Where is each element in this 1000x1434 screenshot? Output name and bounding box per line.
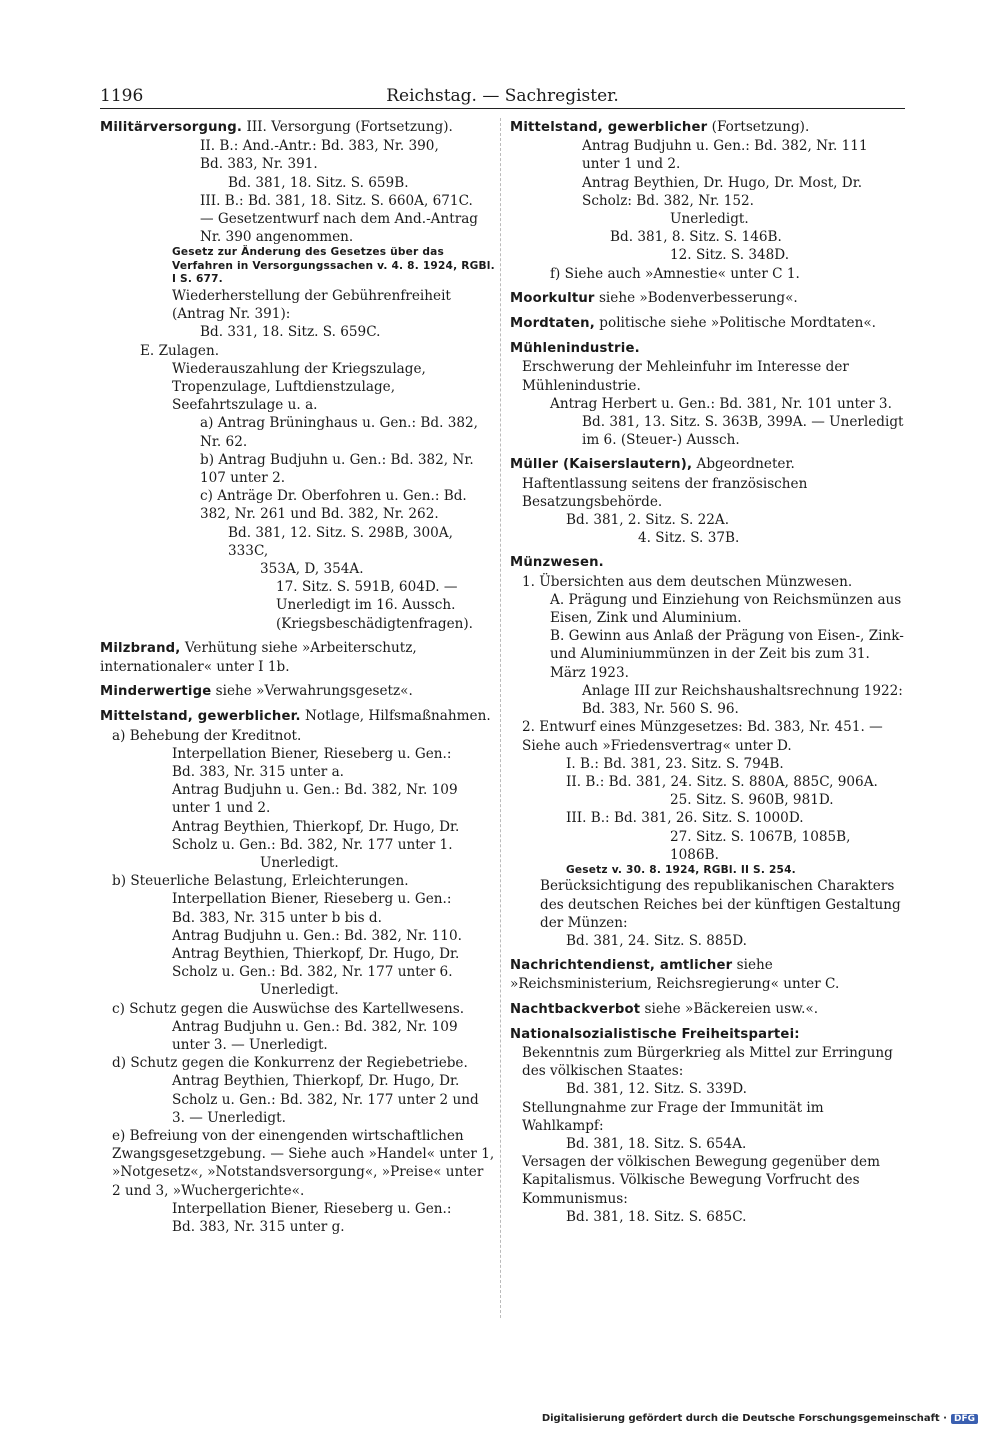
index-line: Unerledigt.	[670, 211, 749, 228]
index-line: 27. Sitz. S. 1067B, 1085B,	[670, 828, 851, 845]
entry-headword: Mittelstand, gewerblicher	[510, 120, 708, 135]
entry-text: Verhütung siehe »Arbeiterschutz, internationaler« unter I 1b.	[100, 639, 417, 675]
index-line: Antrag Budjuhn u. Gen.: Bd. 382, Nr. 109 unter 3. — Unerledigt.	[172, 1018, 458, 1054]
index-line: Interpellation Biener, Rieseberg u. Gen.:	[172, 745, 452, 762]
index-line: II. B.: Bd. 381, 24. Sitz. S. 880A, 885C, 906A.	[566, 773, 878, 790]
index-line: Unerledigt.	[260, 855, 339, 872]
index-line: III. B.: Bd. 381, 26. Sitz. S. 1000D.	[566, 810, 804, 827]
right-column	[510, 118, 905, 1226]
index-line: Interpellation Biener, Rieseberg u. Gen.:	[172, 1200, 452, 1217]
entry-headword: Mordtaten,	[510, 316, 595, 332]
index-line	[510, 553, 905, 572]
law-reference: Gesetz zur Änderung des Gesetzes über das Verfahren in Versorgungssachen v. 4. 8. 1924, RGBl. I S. 677.	[172, 246, 495, 286]
index-line: 25. Sitz. S. 960B, 981D.	[670, 792, 834, 809]
index-line	[510, 118, 905, 137]
entry-headword: Milzbrand,	[100, 640, 181, 656]
index-line: Haftentlassung seitens der französischen Besatzungsbehörde.	[522, 475, 808, 510]
entry-text: (Fortsetzung).	[707, 119, 810, 135]
left-column	[100, 118, 495, 1236]
index-line: b) Antrag Budjuhn u. Gen.: Bd. 382, Nr. 107 unter 2.	[200, 451, 474, 486]
dfg-logo: DFG	[951, 1414, 978, 1424]
index-line: Antrag Budjuhn u. Gen.: Bd. 382, Nr. 111 unter 1 und 2.	[582, 138, 868, 173]
index-line	[510, 455, 905, 474]
index-line: Unerledigt im 16. Aussch.	[276, 597, 456, 614]
entry-headword: Nachtbackverbot	[510, 1001, 641, 1017]
index-line: Versagen der völkischen Bewegung gegenüber dem Kapitalismus. Völkische Bewegung Vorfrucht des Kommunismus:	[522, 1154, 880, 1207]
entry-text: siehe »Bodenverbesserung«.	[594, 289, 798, 306]
index-line: 2. Entwurf eines Münzgesetzes: Bd. 383, Nr. 451. — Siehe auch »Friedensvertrag« unter D.	[522, 719, 883, 754]
index-line: Bd. 383, Nr. 391.	[200, 156, 318, 173]
index-line: a) Behebung der Kreditnot.	[112, 727, 302, 744]
column-divider	[500, 118, 501, 1318]
index-line: Bd. 381, 12. Sitz. S. 339D.	[566, 1081, 747, 1098]
entry-headword: Nachrichtendienst, amtlicher	[510, 958, 733, 974]
index-line: 4. Sitz. S. 37B.	[638, 530, 740, 547]
index-line: Bd. 381, 18. Sitz. S. 685C.	[566, 1208, 747, 1225]
entry-headword: Müller (Kaiserslautern),	[510, 457, 693, 473]
index-line	[510, 1000, 905, 1019]
entry-text: siehe »Verwahrungsgesetz«.	[211, 683, 413, 700]
page-title: Reichstag. — Sachregister.	[386, 86, 619, 106]
index-line: Bd. 383, Nr. 315 unter a.	[172, 764, 344, 780]
entry-headword: Mühlenindustrie.	[510, 341, 640, 357]
index-line	[510, 956, 905, 993]
index-line: Antrag Herbert u. Gen.: Bd. 381, Nr. 101 unter 3.	[550, 395, 892, 412]
index-line: 1086B.	[670, 846, 719, 863]
index-line: Unerledigt.	[260, 982, 339, 999]
index-line: (Kriegsbeschädigtenfragen).	[276, 615, 473, 632]
law-reference: Gesetz v. 30. 8. 1924, RGBl. II S. 254.	[566, 863, 796, 876]
index-line: Interpellation Biener, Rieseberg u. Gen.:	[172, 891, 452, 908]
index-line: Antrag Beythien, Thierkopf, Dr. Hugo, Dr. Scholz u. Gen.: Bd. 382, Nr. 177 unter 6.	[172, 946, 460, 981]
index-line: — Gesetzentwurf nach dem And.-Antrag	[200, 211, 479, 228]
index-line: Bd. 381, 12. Sitz. S. 298B, 300A, 333C,	[228, 524, 453, 559]
index-line	[510, 289, 905, 308]
index-line: a) Antrag Brüninghaus u. Gen.: Bd. 382, Nr. 62.	[200, 415, 478, 450]
index-line: Bd. 383, Nr. 315 unter g.	[172, 1219, 345, 1236]
index-line: Bd. 381, 13. Sitz. S. 363B, 399A. — Unerledigt im 6. (Steuer-) Aussch.	[582, 414, 904, 449]
index-line: Wiederauszahlung der Kriegszulage, Tropenzulage, Luftdienstzulage, Seefahrtszulage u. a.	[172, 360, 426, 414]
entry-headword: Münzwesen.	[510, 555, 604, 571]
index-line: III. B.: Bd. 381, 18. Sitz. S. 660A, 671C.	[200, 192, 473, 209]
entry-headword: Mittelstand, gewerblicher.	[100, 709, 301, 725]
header-rule	[100, 108, 905, 109]
index-line	[100, 118, 495, 137]
index-line	[510, 1025, 905, 1044]
index-line: b) Steuerliche Belastung, Erleichterungen.	[112, 873, 409, 890]
index-line: Antrag Budjuhn u. Gen.: Bd. 382, Nr. 109 unter 1 und 2.	[172, 782, 458, 817]
index-line: e) Befreiung von der einengenden wirtschaftlichen Zwangsgesetzgebung. — Siehe auch »Handel« unter 1, »Notgesetz«, »Notstandsversorgung«, »Preise« unter 2 und 3, »Wuchergerichte«.	[112, 1128, 495, 1199]
index-line: Bd. 381, 18. Sitz. S. 654A.	[566, 1136, 747, 1153]
entry-text: siehe »Reichsministerium, Reichsregierung« unter C.	[510, 957, 840, 993]
index-line: E. Zulagen.	[140, 342, 220, 359]
index-line: c) Anträge Dr. Oberfohren u. Gen.: Bd. 382, Nr. 261 und Bd. 382, Nr. 262.	[200, 488, 467, 523]
index-line: Bd. 381, 2. Sitz. S. 22A.	[566, 512, 730, 529]
index-line	[100, 639, 495, 676]
index-line	[510, 314, 905, 333]
index-line	[510, 339, 905, 358]
page-number: 1196	[100, 86, 144, 106]
footer-text: Digitalisierung gefördert durch die Deutsche Forschungsgemeinschaft ·	[541, 1413, 947, 1424]
index-line: 12. Sitz. S. 348D.	[670, 247, 790, 264]
index-line: Bd. 381, 18. Sitz. S. 659B.	[228, 174, 409, 191]
index-line: 1. Übersichten aus dem deutschen Münzwesen.	[522, 573, 853, 590]
index-line: I. B.: Bd. 381, 23. Sitz. S. 794B.	[566, 755, 784, 772]
index-line: 17. Sitz. S. 591B, 604D. —	[276, 579, 458, 596]
index-line: B. Gewinn aus Anlaß der Prägung von Eisen-, Zink- und Aluminiummünzen in der Zeit bis zum 31. März 1923.	[550, 628, 904, 681]
index-line: Antrag Beythien, Thierkopf, Dr. Hugo, Dr. Scholz u. Gen.: Bd. 382, Nr. 177 unter 1.	[172, 818, 460, 853]
index-line: 353A, D, 354A.	[260, 560, 364, 577]
page-header	[100, 86, 905, 110]
index-line: d) Schutz gegen die Konkurrenz der Regiebetriebe.	[112, 1055, 468, 1072]
entry-headword: Moorkultur	[510, 290, 595, 306]
index-line: Wiederherstellung der Gebührenfreiheit (Antrag Nr. 391):	[172, 287, 451, 323]
index-line: Stellungnahme zur Frage der Immunität im Wahlkampf:	[522, 1099, 824, 1134]
index-line: Antrag Budjuhn u. Gen.: Bd. 382, Nr. 110.	[172, 927, 462, 944]
index-line: Bd. 381, 8. Sitz. S. 146B.	[610, 229, 782, 246]
index-line	[100, 707, 495, 726]
entry-headword: Militärversorgung.	[100, 120, 243, 135]
index-line: f) Siehe auch »Amnestie« unter C 1.	[550, 265, 800, 282]
index-line: Bd. 381, 24. Sitz. S. 885D.	[566, 933, 747, 950]
index-line: Bd. 383, Nr. 315 unter b bis d.	[172, 909, 382, 926]
entry-text: siehe »Bäckereien usw.«.	[640, 1000, 819, 1017]
index-line: Nr. 390 angenommen.	[200, 229, 354, 246]
index-line: A. Prägung und Einziehung von Reichsmünzen aus Eisen, Zink und Aluminium.	[550, 591, 902, 627]
entry-text: politische siehe »Politische Mordtaten«.	[594, 315, 876, 332]
index-line: Anlage III zur Reichshaushaltsrechnung 1922: Bd. 383, Nr. 560 S. 96.	[582, 682, 903, 718]
entry-headword: Nationalsozialistische Freiheitspartei:	[510, 1026, 800, 1042]
footer-credit	[542, 1413, 978, 1424]
index-line: Antrag Beythien, Dr. Hugo, Dr. Most, Dr. Scholz: Bd. 382, Nr. 152.	[582, 174, 863, 209]
entry-text: III. Versorgung (Fortsetzung).	[242, 119, 453, 135]
index-line: Bekenntnis zum Bürgerkrieg als Mittel zur Erringung des völkischen Staates:	[522, 1045, 893, 1080]
index-line: Erschwerung der Mehleinfuhr im Interesse der Mühlenindustrie.	[522, 359, 849, 394]
index-line: II. B.: And.-Antr.: Bd. 383, Nr. 390,	[200, 138, 439, 155]
entry-headword: Minderwertige	[100, 684, 212, 700]
index-line: Bd. 331, 18. Sitz. S. 659C.	[200, 324, 381, 341]
index-line	[100, 682, 495, 701]
index-line: Antrag Beythien, Thierkopf, Dr. Hugo, Dr. Scholz u. Gen.: Bd. 382, Nr. 177 unter 2 und 3. — Unerledigt.	[172, 1073, 479, 1126]
index-line: Berücksichtigung des republikanischen Charakters des deutschen Reiches bei der künftigen Gestaltung der Münzen:	[540, 878, 901, 931]
index-line: c) Schutz gegen die Auswüchse des Kartellwesens.	[112, 1000, 465, 1017]
entry-text: Abgeordneter.	[692, 456, 795, 473]
entry-text: Notlage, Hilfsmaßnahmen.	[300, 708, 491, 725]
